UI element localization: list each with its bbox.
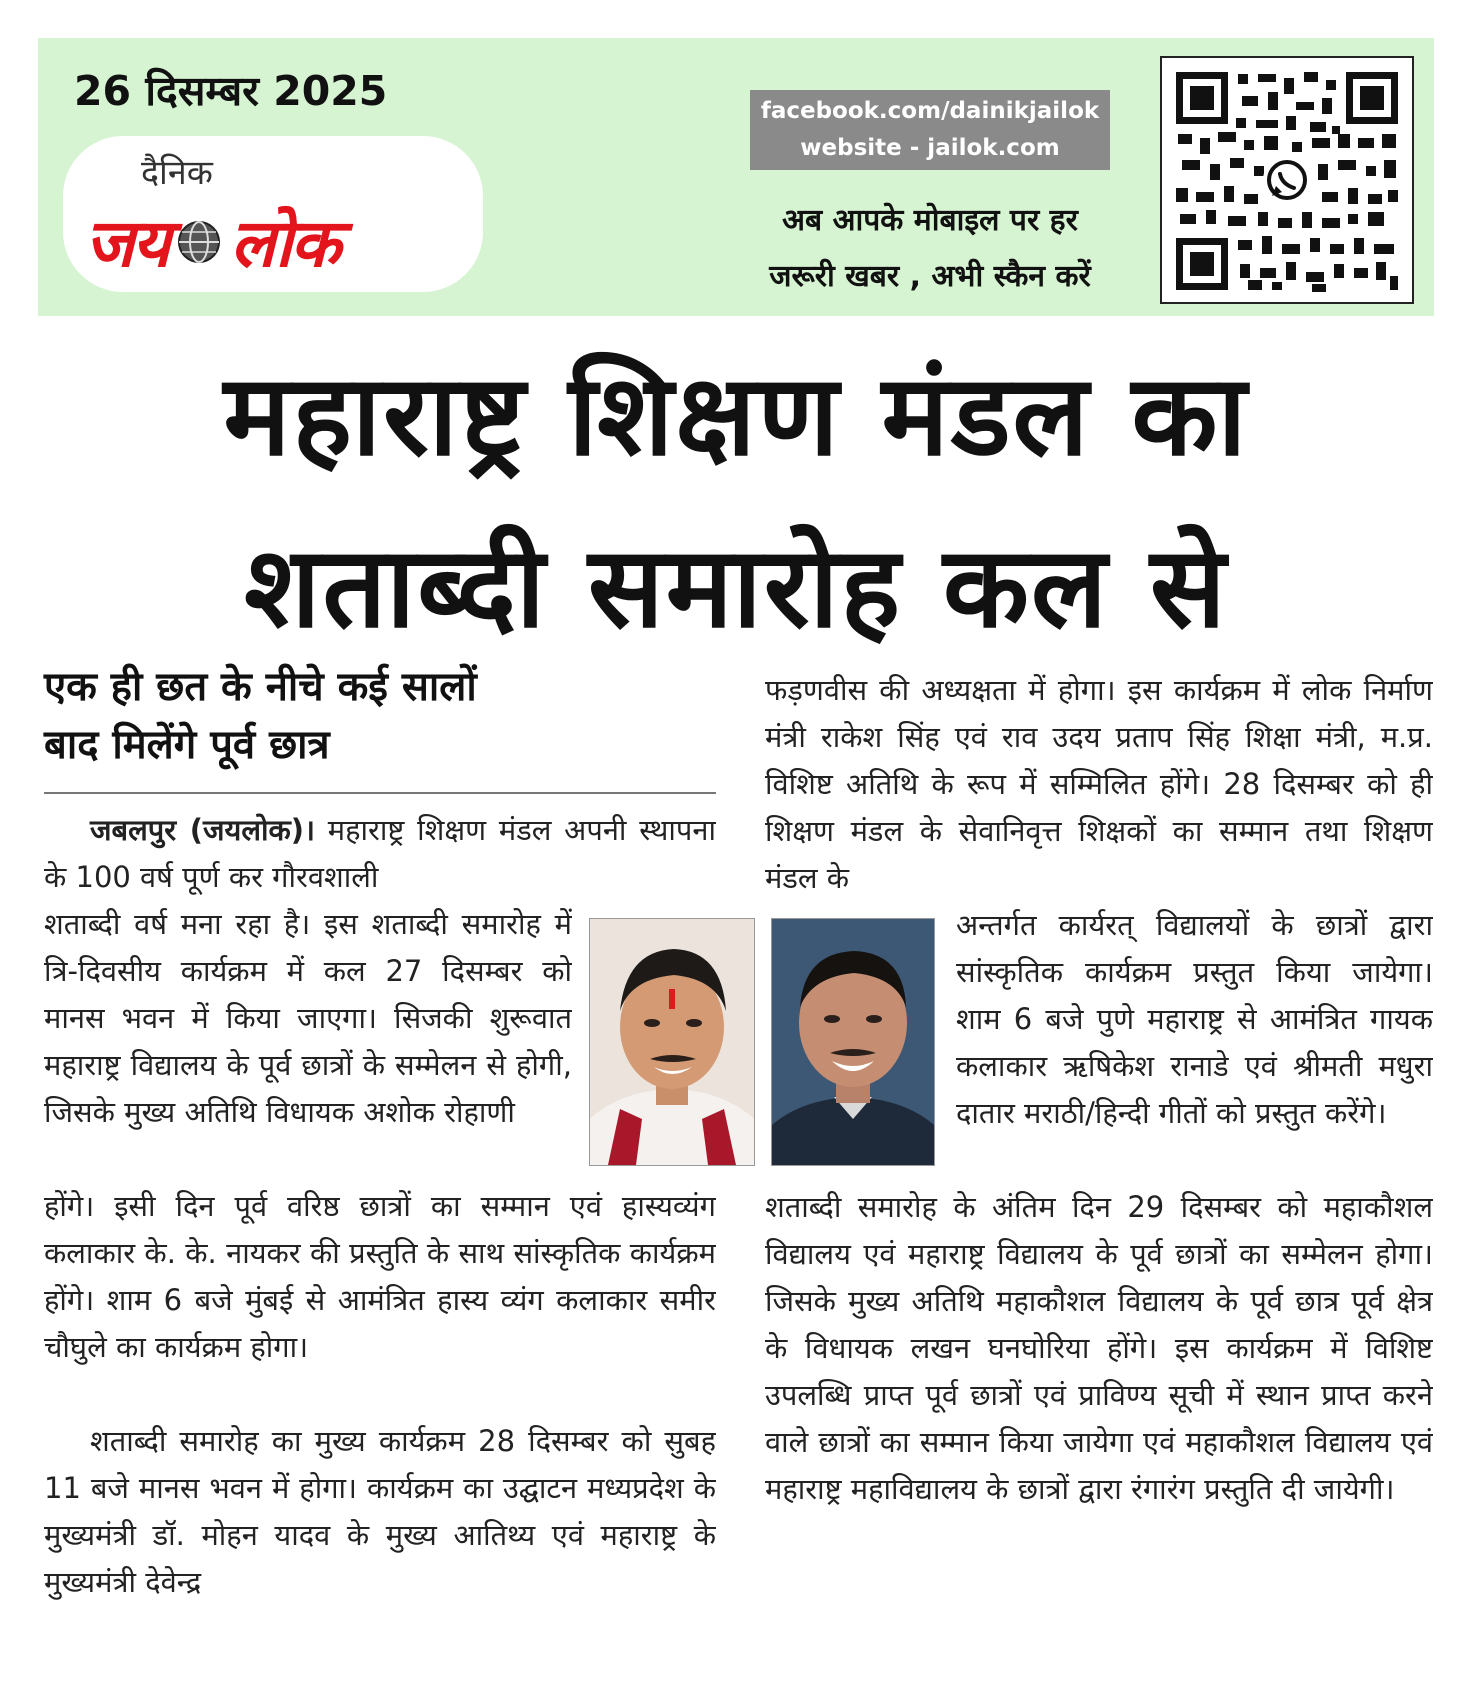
facebook-link[interactable]: facebook.com/dainikjailok: [760, 98, 1100, 124]
paragraph-3-wrap: अन्तर्गत कार्यरत् विद्यालयों के छात्रों द्वारा सांस्कृतिक कार्यक्रम प्रस्तुत किया जायेगा। शाम 6 बजे पुणे महाराष्ट्र से आमंत्रित गायक कलाकार ऋषिकेश रानाडे एवं श्रीमती मधुरा दातार मराठी/हिन्दी गीतों को प्रस्तुत करेंगे।: [956, 908, 1433, 1130]
logo-word-jay: जय: [85, 205, 169, 282]
scan-prompt-line1: अब आपके मोबाइल पर हर: [782, 203, 1078, 238]
paragraph-1-wrap: शताब्दी वर्ष मना रहा है। इस शताब्दी समारोह में त्रि-दिवसीय कार्यक्रम में कल 27 दिसम्बर को मानस भवन में किया जाएगा। सिजकी शुरूवात महाराष्ट्र विद्यालय के पूर्व छात्रों के सम्मेलन से होगी, जिसके मुख्य अतिथि विधायक अशोक रोहाणी: [44, 907, 572, 1129]
masthead-band: [38, 38, 1434, 316]
website-link[interactable]: website - jailok.com: [800, 135, 1060, 161]
main-headline: [38, 330, 1434, 674]
photo-mohan-yadav: [589, 918, 755, 1166]
subhead-line-1: एक ही छत के नीचे कई सालों: [44, 664, 477, 710]
social-links-box: [750, 90, 1110, 170]
globe-icon: [176, 204, 222, 281]
headline-line-1: महाराष्ट्र शिक्षण मंडल का: [223, 351, 1249, 481]
logo-wordmark: [85, 196, 339, 291]
photo-devendra-fadnavis: [771, 918, 935, 1166]
newspaper-logo: [63, 136, 483, 292]
subhead-line-2: बाद मिलेंगे पूर्व छात्र: [44, 722, 330, 768]
paragraph-1-lead-text: महाराष्ट्र शिक्षण मंडल अपनी स्थापना के 100 वर्ष पूर्ण कर गौरवशाली: [44, 813, 716, 894]
subhead-divider: [44, 792, 716, 794]
qr-code-icon: [1172, 68, 1402, 294]
paragraph-4: शताब्दी समारोह के अंतिम दिन 29 दिसम्बर को महाकौशल विद्यालय एवं महाराष्ट्र विद्यालय के पूर्व छात्रों का सम्मेलन होगा। जिसके मुख्य अतिथि महाकौशल विद्यालय के पूर्व छात्र पूर्व क्षेत्र के विधायक लखन घनघोरिया होंगे। इस कार्यक्रम में विशिष्ट उपलब्धि प्राप्त पूर्व छात्रों एवं प्राविण्य सूची में स्थान प्राप्त करने वाले छात्रों का सम्मान किया जायेगा एवं महाकौशल विद्यालय एवं महाराष्ट्र महाविद्यालय के छात्रों द्वारा रंगारंग प्रस्तुति दी जायेगी।: [765, 1190, 1433, 1506]
paragraph-2: शताब्दी समारोह का मुख्य कार्यक्रम 28 दिसम्बर को सुबह 11 बजे मानस भवन में होगा। कार्यक्रम का उद्घाटन मध्यप्रदेश के मुख्यमंत्री डॉ. मोहन यादव के मुख्य आतिथ्य एवं महाराष्ट्र के मुख्यमंत्री देवेन्द्र: [44, 1424, 716, 1599]
scan-prompt: [750, 193, 1110, 305]
sub-headline: [44, 658, 716, 774]
paragraph-1-tail: होंगे। इसी दिन पूर्व वरिष्ठ छात्रों का सम्मान एवं हास्यव्यंग कलाकार के. के. नायकर की प्रस्तुति के साथ सांस्कृतिक कार्यक्रम होंगे। शाम 6 बजे मुंबई से आमंत्रित हास्य व्यंग कलाकार समीर चौघुले का कार्यक्रम होगा।: [44, 1189, 716, 1364]
qr-code[interactable]: [1160, 56, 1414, 304]
dateline: जबलपुर (जयलोक)।: [90, 813, 316, 847]
paragraph-3-top: फड़णवीस की अध्यक्षता में होगा। इस कार्यक्रम में लोक निर्माण मंत्री राकेश सिंह एवं राव उदय प्रताप सिंह शिक्षा मंत्री, म.प्र. विशिष्ट अतिथि के रूप में सम्मिलित होंगे। 28 दिसम्बर को ही शिक्षण मंडल के सेवानिवृत्त शिक्षकों का सम्मान तथा शिक्षण मंडल के: [765, 673, 1433, 895]
headline-line-2: शताब्दी समारोह कल से: [244, 523, 1228, 653]
logo-word-lok: लोक: [230, 205, 339, 282]
paragraph-1-lead: [44, 807, 716, 901]
scan-prompt-line2: जरूरी खबर , अभी स्कैन करें: [769, 259, 1091, 294]
portrait-image: [772, 919, 934, 1165]
logo-dainik-text: दैनिक: [141, 153, 213, 193]
issue-date: 26 दिसम्बर 2025: [74, 67, 388, 115]
portrait-image: [590, 919, 754, 1165]
